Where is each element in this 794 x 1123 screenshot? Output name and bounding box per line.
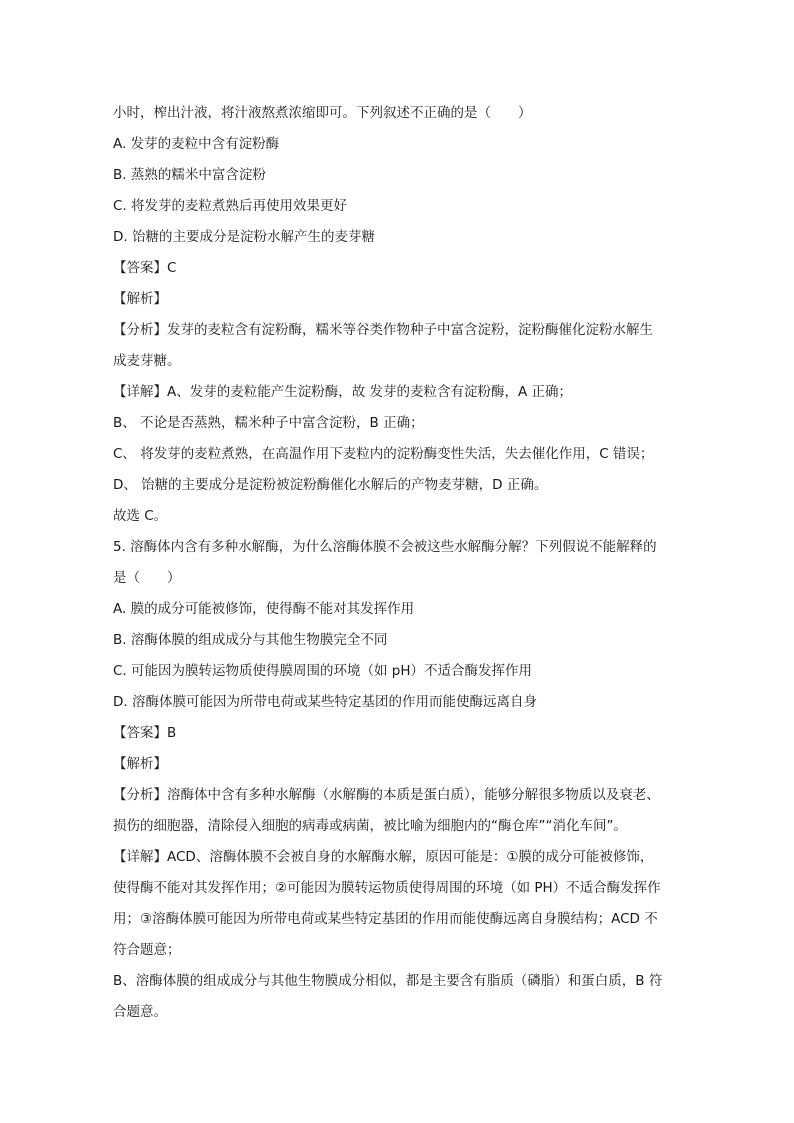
q4-stem-tail: 小时，榨出汁液，将汁液熬煮浓缩即可。下列叙述不正确的是（ ） — [113, 105, 532, 121]
q4-xiangjie-line-2: B、 不论是否蒸熟，糯米种子中富含淀粉，B 正确； — [113, 415, 424, 431]
q5-answer-tag: 【答案】 — [113, 725, 167, 741]
q5-fenxi-text-1: 溶酶体中含有多种水解酶（水解酶的本质是蛋白质），能够分解很多物质以及衰老、 — [167, 787, 660, 803]
q4-analysis-tag: 【解析】 — [113, 291, 167, 307]
q4-fenxi-line-1 — [113, 317, 683, 348]
q5-stem-line-2: 是（ ） — [113, 570, 181, 586]
q5-xiangjie-line-5: B、溶酶体膜的组成成分与其他生物膜成分相似，都是主要含有脂质（磷脂）和蛋白质，B 符 — [113, 973, 663, 989]
q4-option-d: D. 饴糖的主要成分是淀粉水解产生的麦芽糖 — [113, 229, 375, 245]
q4-xiangjie-tag: 【详解】 — [113, 384, 167, 400]
q5-xiangjie-text-1: ACD、溶酶体膜不会被自身的水解酶水解，原因可能是：①膜的成分可能被修饰， — [167, 849, 654, 865]
q4-answer-tag: 【答案】 — [113, 260, 167, 276]
q4-xiangjie-line-1 — [113, 379, 683, 410]
q4-xiangjie-text-1: A、发芽的麦粒能产生淀粉酶，故 发芽的麦粒含有淀粉酶，A 正确； — [167, 384, 573, 400]
q5-fenxi-tag: 【分析】 — [113, 787, 167, 803]
q5-option-d: D. 溶酶体膜可能因为所带电荷或某些特定基团的作用而能使酶远离自身 — [113, 694, 537, 710]
q4-fenxi-text-1: 发芽的麦粒含有淀粉酶，糯米等谷类作物种子中富含淀粉，淀粉酶催化淀粉水解生 — [167, 322, 653, 338]
q4-xiangjie-line-3: C、 将发芽的麦粒煮熟，在高温作用下麦粒内的淀粉酶变性失活，失去催化作用，C 错误； — [113, 446, 654, 462]
q5-answer-line — [113, 720, 683, 751]
q5-xiangjie-line-4: 符合题意； — [113, 942, 181, 958]
q5-stem-line-1: 5. 溶酶体内含有多种水解酶，为什么溶酶体膜不会被这些水解酶分解？下列假说不能解释的 — [113, 539, 657, 555]
q5-option-a: A. 膜的成分可能被修饰，使得酶不能对其发挥作用 — [113, 601, 415, 617]
q4-option-c: C. 将发芽的麦粒煮熟后再使用效果更好 — [113, 198, 348, 214]
q4-answer-line — [113, 255, 683, 286]
q4-fenxi-tag: 【分析】 — [113, 322, 167, 338]
q5-option-c: C. 可能因为膜转运物质使得膜周围的环境（如 pH）不适合酶发挥作用 — [113, 663, 533, 679]
document-page — [113, 100, 683, 1030]
q5-fenxi-line-1 — [113, 782, 683, 813]
q5-answer-value: B — [167, 725, 177, 741]
q5-xiangjie-line-3: 用；③溶酶体膜可能因为所带电荷或某些特定基团的作用而能使酶远离自身膜结构；ACD 不 — [113, 911, 658, 927]
q4-option-a: A. 发芽的麦粒中含有淀粉酶 — [113, 136, 280, 152]
q4-fenxi-line-2: 成麦芽糖。 — [113, 353, 181, 369]
q5-xiangjie-line-6: 合题意。 — [113, 1004, 167, 1020]
q4-option-b: B. 蒸熟的糯米中富含淀粉 — [113, 167, 266, 183]
q4-answer-value: C — [167, 260, 177, 276]
q5-option-b: B. 溶酶体膜的组成成分与其他生物膜完全不同 — [113, 632, 388, 648]
q5-fenxi-line-2: 损伤的细胞器，清除侵入细胞的病毒或病菌，被比喻为细胞内的“酶仓库”“消化车间”。 — [113, 818, 627, 834]
q4-conclusion: 故选 C。 — [113, 508, 168, 524]
q5-xiangjie-line-1 — [113, 844, 683, 875]
q5-analysis-tag: 【解析】 — [113, 756, 167, 772]
q5-xiangjie-line-2: 使得酶不能对其发挥作用；②可能因为膜转运物质使得周围的环境（如 PH）不适合酶发挥作 — [113, 880, 661, 896]
q4-xiangjie-line-4: D、 饴糖的主要成分是淀粉被淀粉酶催化水解后的产物麦芽糖，D 正确。 — [113, 477, 548, 493]
q5-xiangjie-tag: 【详解】 — [113, 849, 167, 865]
